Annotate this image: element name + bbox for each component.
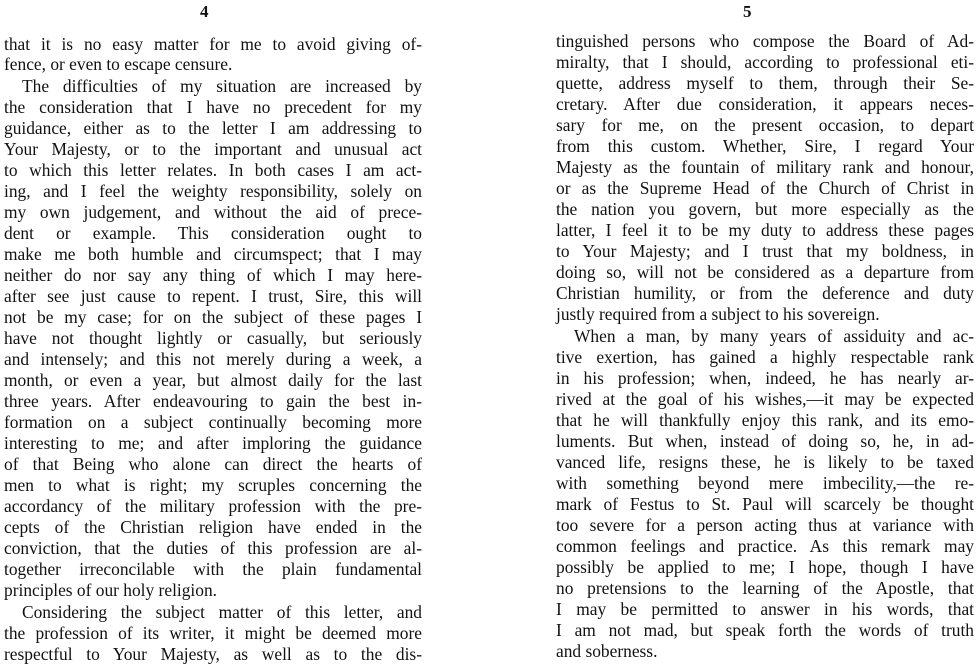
text-line: Considering the subject matter of this letter, and (22, 602, 422, 622)
text-line: and soberness. (556, 641, 658, 661)
text-line: common feelings and practice. As this remark may (556, 536, 974, 556)
text-line: sary for me, on the present occasion, to depart (556, 115, 974, 135)
text-line: of that Being who alone can direct the hearts of (4, 454, 422, 474)
text-line: three years. After endeavouring to gain the best in- (4, 391, 422, 411)
text-line: that he will thankfully enjoy this rank, and its emo- (556, 410, 974, 430)
text-line: Christian humility, or from the deference and duty (556, 283, 974, 303)
left-page (0, 0, 430, 664)
text-line: I may be permitted to answer in his words, that (556, 599, 974, 619)
text-line: guidance, either as to the letter I am addressing to (4, 118, 422, 138)
text-line: make me both humble and circumspect; that I may (4, 244, 422, 264)
text-line: doing so, will not be considered as a departure from (556, 262, 974, 282)
page-number: 4 (200, 2, 209, 21)
text-line: tive exertion, has gained a highly respectable rank (556, 347, 974, 367)
text-line: rived at the goal of his wishes,—it may be expected (556, 389, 974, 409)
text-line: formation on a subject continually becoming more (4, 412, 422, 432)
text-line: I am not mad, but speak forth the words of truth (556, 620, 974, 640)
text-line: interesting to me; and after imploring the guidance (4, 433, 422, 453)
text-line: latter, I feel it to be my duty to address these pages (556, 220, 974, 240)
text-line: respectful to Your Majesty, as well as to the dis- (4, 644, 422, 664)
text-line: the nation you govern, but more especially as the (556, 199, 974, 219)
text-line: conviction, that the duties of this profession are al- (4, 538, 422, 558)
text-line: with something beyond mere imbecility,—the re- (556, 473, 974, 493)
text-line: have not thought lightly or casually, but seriously (4, 328, 422, 348)
text-line: luments. But when, instead of doing so, he, in ad- (556, 431, 974, 451)
text-line: possibly be applied to me; I hope, though I have (556, 557, 974, 577)
text-line: the consideration that I have no precedent for my (4, 97, 422, 117)
text-line: Majesty as the fountain of military rank and honour, (556, 157, 974, 177)
text-line: the profession of its writer, it might be deemed more (4, 623, 422, 643)
text-line: or as the Supreme Head of the Church of Christ in (556, 178, 974, 198)
text-line: not be my case; for on the subject of these pages I (4, 307, 422, 327)
text-line: justly required from a subject to his sovereign. (556, 304, 880, 324)
text-line: together irreconcilable with the plain fundamental (4, 559, 422, 579)
text-line: neither do nor say any thing of which I may here- (4, 265, 422, 285)
text-line: month, or even a year, but almost daily for the last (4, 370, 422, 390)
text-line: Your Majesty, or to the important and unusual act (4, 139, 422, 159)
text-line: quette, address myself to them, through their Se- (556, 73, 974, 93)
text-line: When a man, by many years of assiduity and ac- (574, 326, 974, 346)
page-number: 5 (743, 2, 752, 21)
text-line: vanced life, resigns these, he is likely to be taxed (556, 452, 974, 472)
text-line: too severe for a person acting thus at variance with (556, 515, 974, 535)
text-line: The difficulties of my situation are increased by (22, 76, 422, 96)
text-line: to which this letter relates. In both cases I am act- (4, 160, 422, 180)
text-line: to Your Majesty; and I trust that my boldness, in (556, 241, 974, 261)
text-line: fence, or even to escape censure. (4, 54, 233, 74)
text-line: miralty, that I should, according to professional eti- (556, 52, 974, 72)
text-line: mark of Festus to St. Paul will scarcely be thought (556, 494, 974, 514)
text-line: my own judgement, and without the aid of prece- (4, 202, 422, 222)
text-line: dent or example. This consideration ought to (4, 223, 422, 243)
text-line: ing, and I feel the weighty responsibility, solely on (4, 181, 422, 201)
text-line: men to what is right; my scruples concerning the (4, 475, 422, 495)
text-line: and intensely; and this not merely during a week, a (4, 349, 422, 369)
text-line: cretary. After due consideration, it appears neces- (556, 94, 974, 114)
text-line: tinguished persons who compose the Board of Ad- (556, 31, 974, 51)
text-line: principles of our holy religion. (4, 580, 217, 600)
right-page (540, 0, 980, 664)
text-line: no pretensions to the learning of the Apostle, that (556, 578, 974, 598)
text-line: cepts of the Christian religion have ended in the (4, 517, 422, 537)
text-line: from this custom. Whether, Sire, I regard Your (556, 136, 974, 156)
text-line: accordancy of the military profession with the pre- (4, 496, 422, 516)
text-line: in his profession; when, indeed, he has nearly ar- (556, 368, 974, 388)
text-line: that it is no easy matter for me to avoid giving of- (4, 34, 422, 54)
text-line: after see just cause to repent. I trust, Sire, this will (4, 286, 422, 306)
